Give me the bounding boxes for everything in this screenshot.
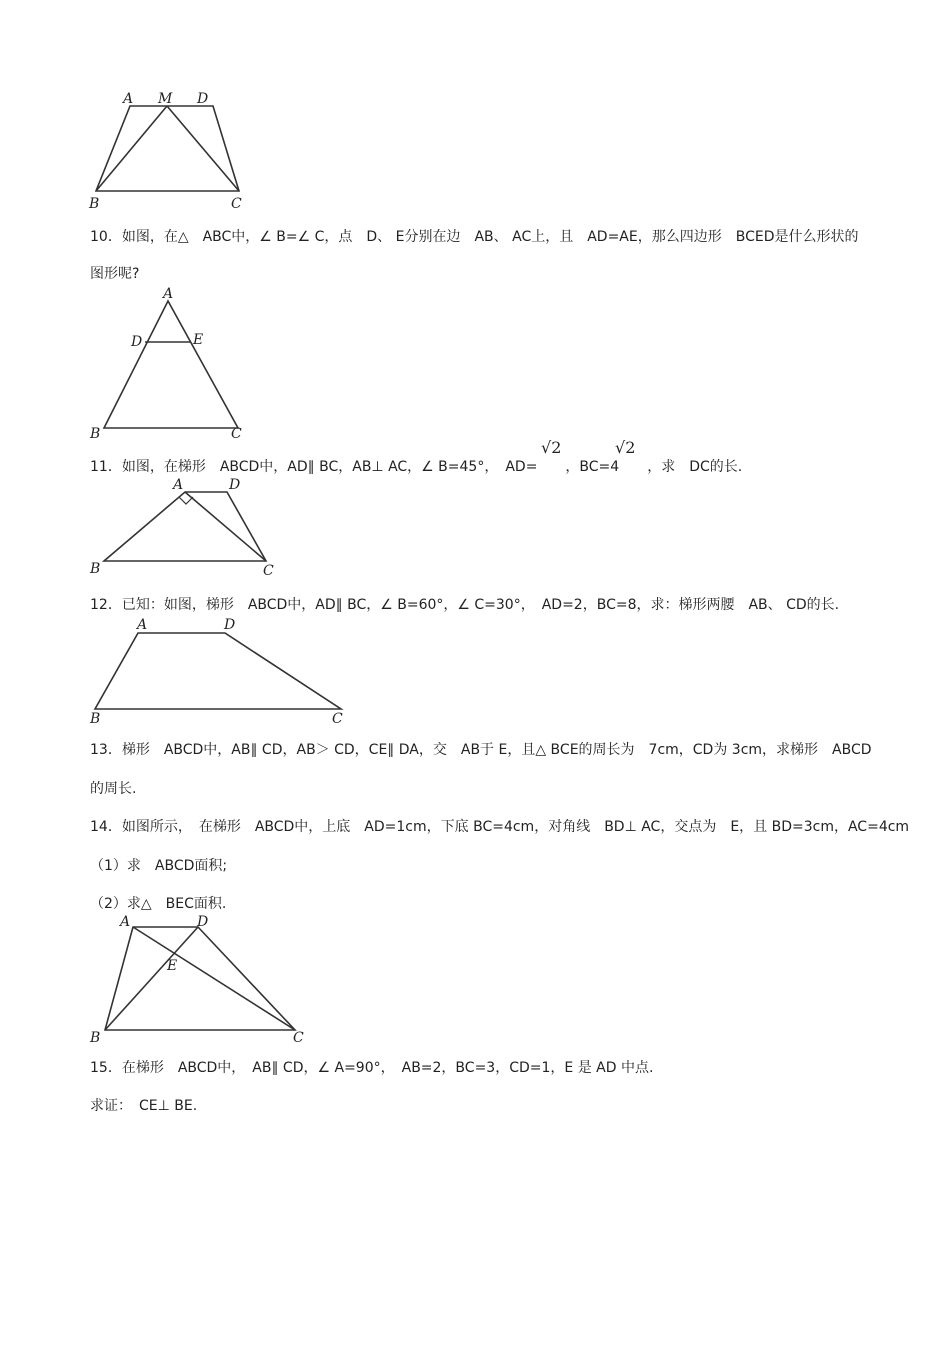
- label-b: B: [90, 561, 101, 577]
- label-b: B: [90, 711, 101, 725]
- label-e: E: [193, 332, 204, 348]
- label-c: C: [231, 426, 242, 442]
- figure-q12: [85, 613, 355, 725]
- label-c: C: [332, 711, 343, 725]
- label-a: A: [123, 91, 134, 107]
- question-15-line1: 15．在梯形 ABCD中， AB∥ CD，∠ A=90°， AB=2，BC=3，CD=1，E 是 AD 中点.: [90, 1060, 654, 1076]
- label-d: D: [131, 334, 143, 350]
- question-10-line1: 10．如图，在△ ABC中，∠ B=∠ C，点 D、 E分别在边 AB、 AC上，且 AD=AE，那么四边形 BCED是什么形状的: [90, 229, 859, 245]
- question-13-line1: 13．梯形 ABCD中，AB∥ CD，AB＞ CD，CE∥ DA，交 AB于 E，且△ BCE的周长为 7cm，CD为 3cm，求梯形 ABCD: [90, 742, 872, 758]
- figure-q14: [85, 912, 315, 1044]
- label-a: A: [163, 286, 174, 302]
- label-d: D: [197, 91, 209, 107]
- label-c: C: [231, 196, 242, 212]
- question-14-line1: 14．如图所示， 在梯形 ABCD中，上底 AD=1cm，下底 BC=4cm，对角线 BD⊥ AC，交点为 E，且 BD=3cm，AC=4cm: [90, 819, 910, 835]
- question-11-line1: 11．如图，在梯形 ABCD中，AD∥ BC，AB⊥ AC，∠ B=45°， AD= ，BC=4 ，求 DC的长.: [90, 459, 743, 475]
- label-a: A: [137, 617, 148, 633]
- label-d: D: [224, 617, 236, 633]
- question-14-line3: （2）求△ BEC面积.: [90, 896, 227, 912]
- label-a: A: [120, 914, 131, 930]
- label-c: C: [293, 1030, 304, 1044]
- label-b: B: [89, 196, 100, 212]
- question-15-line2: 求证： CE⊥ BE.: [90, 1098, 198, 1114]
- label-m: M: [158, 91, 173, 107]
- label-d: D: [229, 477, 241, 493]
- sqrt-ad: √2: [541, 438, 562, 457]
- label-b: B: [90, 426, 101, 442]
- label-c: C: [263, 563, 274, 579]
- question-13-line2: 的周长.: [90, 781, 137, 797]
- question-12-line1: 12．已知：如图，梯形 ABCD中，AD∥ BC，∠ B=60°，∠ C=30°， AD=2，BC=8，求：梯形两腰 AB、 CD的长.: [90, 597, 840, 613]
- label-b: B: [90, 1030, 101, 1044]
- figure-q10: [85, 283, 255, 443]
- figure-q9: [85, 88, 255, 213]
- label-a: A: [173, 477, 184, 493]
- sqrt-bc: √2: [615, 438, 636, 457]
- label-e: E: [167, 958, 178, 974]
- question-14-line2: （1）求 ABCD面积;: [90, 858, 228, 874]
- figure-q11: [85, 475, 285, 580]
- label-d: D: [197, 914, 209, 930]
- question-10-line2: 图形呢?: [90, 266, 140, 282]
